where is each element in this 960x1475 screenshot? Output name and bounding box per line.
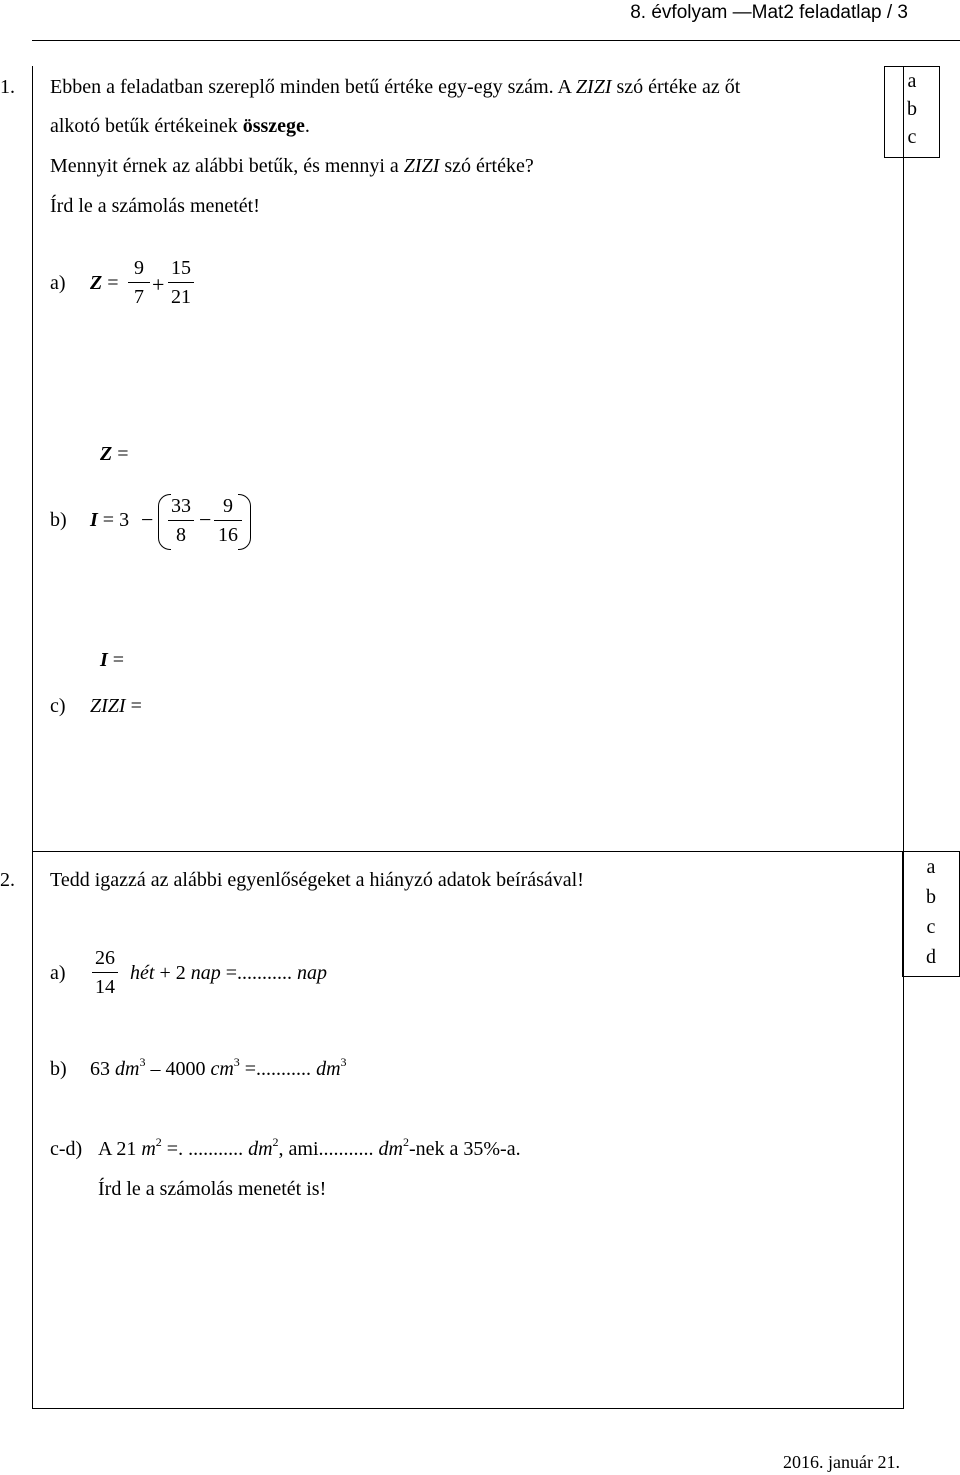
score-b: b [926,886,936,908]
score-c: c [926,916,936,938]
task1c-expression: ZIZI = [90,695,142,717]
minus-sign-1: − [141,507,154,532]
task1b-fraction-1: 33 8 [168,493,194,548]
task1a-lhs: Z = [90,272,119,294]
score-a: a [926,856,936,878]
task1-line3: Mennyit érnek az alábbi betűk, és mennyi a ZIZI szó értéke? [50,155,534,177]
minus-sign-2: − [199,507,212,532]
task1a-fraction-2: 15 21 [168,255,194,310]
task1b-lhs: I = 3 [90,509,130,531]
task1-box [32,66,904,851]
score-b: b [907,98,917,120]
task2cd-label: c-d) [50,1138,83,1160]
task1-line2: alkotó betűk értékeinek összege. [50,115,310,137]
task1a-answer: Z = [100,443,129,465]
task1-scorebox [884,66,940,158]
task2a-expression: hét + 2 nap =........... nap [130,962,327,984]
task1a-label: a) [50,272,66,294]
score-a: a [907,70,917,92]
task2cd-instruction: Írd le a számolás menetét is! [98,1178,327,1200]
right-paren [238,494,251,550]
task1-line4: Írd le a számolás menetét! [50,195,260,217]
task2cd-expression: A 21 $m^2$ =. ........... $dm^2$, ami........... $dm^2$-nek a 35%-a. [98,1135,521,1160]
task2-intro: Tedd igazzá az alábbi egyenlőségeket a hiányzó adatok beírásával! [50,869,584,891]
task1a-fraction-1: 9 7 [128,255,150,310]
page-header: 8. évfolyam —Mat2 feladatlap / 3 [630,2,908,23]
task2b-expression: 63 $dm^3 - 4000$ $cm^3$ =........... $dm^3$ [90,1055,347,1080]
task2a-label: a) [50,962,66,984]
task2b-label: b) [50,1058,67,1080]
page-footer-date: 2016. január 21. [783,1452,900,1472]
task1c-label: c) [50,695,66,717]
task1-line1: Ebben a feladatban szereplő minden betű értéke egy-egy szám. A ZIZI szó értéke az őt [50,76,741,98]
task1b-answer: I = [100,649,125,671]
task2-number: 2. [0,869,15,891]
header-rule [32,40,960,41]
score-c: c [907,126,917,148]
task1-number: 1. [0,76,15,98]
score-d: d [926,946,936,968]
task2a-fraction: 26 14 [92,945,118,1000]
task1b-label: b) [50,509,67,531]
plus-sign: + [152,272,165,297]
task1b-fraction-2: 9 16 [214,493,242,548]
task2-scorebox [902,851,960,977]
task2-box [32,851,904,1409]
